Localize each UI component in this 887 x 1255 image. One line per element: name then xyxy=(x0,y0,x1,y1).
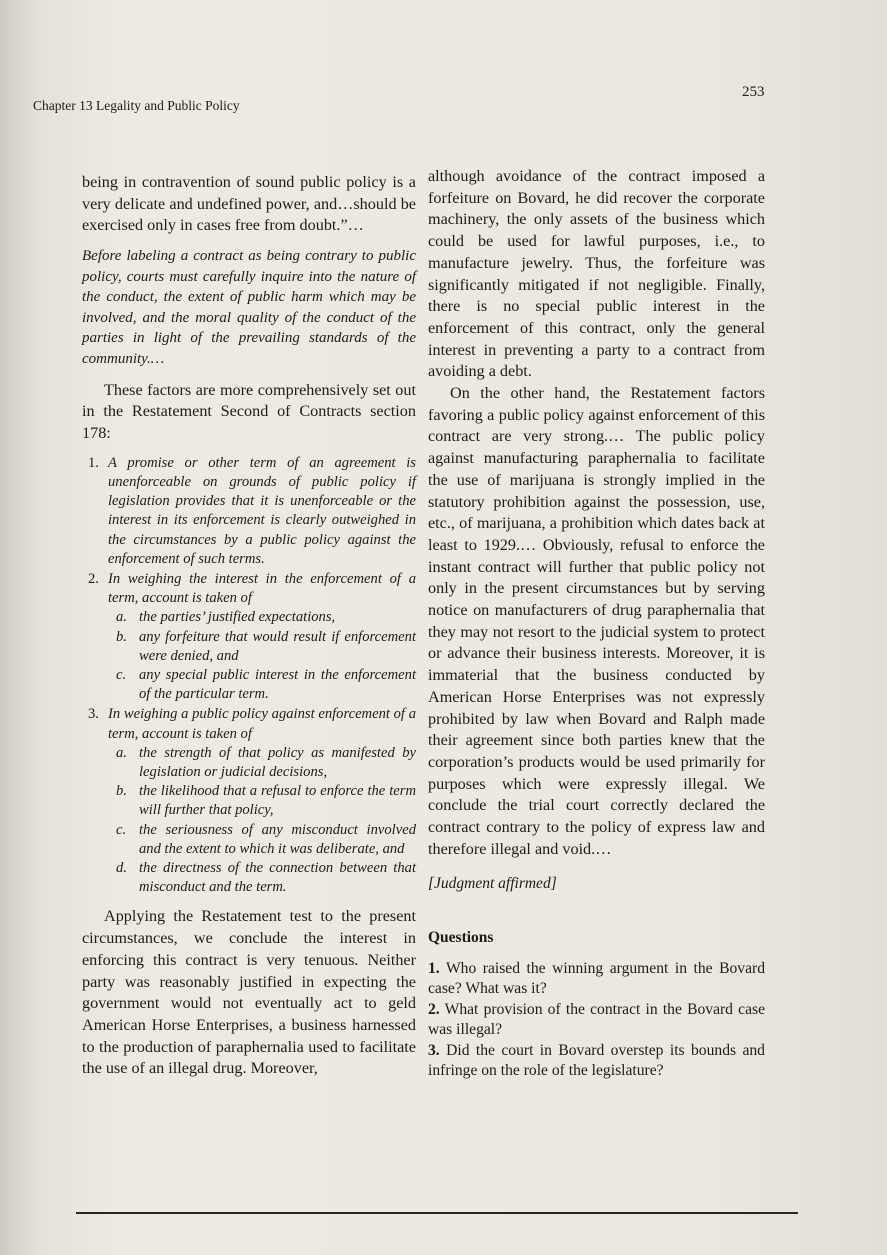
question-number: 1. xyxy=(428,959,440,977)
left-column xyxy=(82,172,416,1080)
rule-text: In weighing a public policy against enforcement of a term, account is taken of xyxy=(108,706,416,742)
question-item xyxy=(428,1000,765,1041)
question-item xyxy=(428,1041,765,1082)
sub-text: any forfeiture that would result if enforcement were denied, and xyxy=(139,628,416,664)
sub-text: the strength of that policy as manifested by legislation or judicial decisions, xyxy=(139,744,416,781)
restatement-rules-list xyxy=(82,454,416,898)
rule-number: 3. xyxy=(88,706,99,723)
rule-2-sublist xyxy=(108,608,416,704)
other-hand-paragraph: On the other hand, the Restatement factors favoring a public policy against enforcement of this contract are very strong.… The public policy against manufacturing paraphernalia to facilitate the use of marijuana is strongly implied in the statutory prohibition against the possession, use, etc., of marijuana, a prohibition which dates back at least to 1929.… Obviously, refusal to enforce the instant contract will further that public policy not only in the present circumstances but by serving notice on manufacturers of drug paraphernalia that they may not resort to the judicial system to protect or advance their business interests. Moreover, it is immaterial that the business conducted by American Horse Enterprises was not expressly prohibited by law when Bovard and Ralph made their agreement since both parties knew that the corporation’s products would be used primarily for purposes which were expressly illegal. We conclude the trial court correctly declared the contract contrary to the policy of express law and therefore illegal and void.… xyxy=(428,384,765,858)
question-number: 2. xyxy=(428,1000,440,1018)
sub-text: the likelihood that a refusal to enforce the term will further that policy, xyxy=(139,783,416,819)
question-number: 3. xyxy=(428,1041,440,1059)
sub-item xyxy=(108,608,416,627)
sub-letter: c. xyxy=(116,667,127,684)
continuation-paragraph: although avoidance of the contract imposed a forfeiture on Bovard, he did recover the corporate machinery, the only assets of the business which could be used for lawful purposes, i.e., to manufacture jewelry. Thus, the forfeiture was significantly mitigated if not negligible. Finally, there is no special public interest in the enforcement of this contract, only the general interest in preventing a party to a contract from avoiding a debt. xyxy=(428,167,765,381)
sub-text: the parties’ justified expectations, xyxy=(139,609,336,626)
factors-intro-paragraph: These factors are more comprehensively set out in the Restatement Second of Contracts section 178: xyxy=(82,380,416,443)
block-quote: Before labeling a contract as being contrary to public policy, courts must carefully inquire into the nature of the conduct, the extent of public harm which may be involved, and the moral quality of the conduct of the parties in light of the prevailing standards of the community.… xyxy=(82,248,416,368)
chapter-header: Chapter 13 Legality and Public Policy xyxy=(33,98,240,113)
sub-item xyxy=(108,628,416,666)
question-item xyxy=(428,959,765,1000)
question-text: Did the court in Bovard overstep its bounds and infringe on the role of the legislature? xyxy=(428,1041,765,1080)
sub-letter: c. xyxy=(116,821,127,838)
rule-2 xyxy=(82,570,416,704)
rule-text: In weighing the interest in the enforcement of a term, account is taken of xyxy=(108,571,416,607)
right-column xyxy=(428,166,765,1082)
sub-letter: a. xyxy=(116,609,127,626)
sub-letter: d. xyxy=(116,860,127,877)
sub-text: the seriousness of any misconduct involved and the extent to which it was deliberate, and xyxy=(139,821,416,857)
rule-text: A promise or other term of an agreement is unenforceable on grounds of public policy if legislation provides that it is unenforceable or the interest in its enforcement is clearly outweighed in the circumstances by a public policy against the enforcement of such terms. xyxy=(108,454,416,567)
sub-item xyxy=(108,859,416,897)
question-text: What provision of the contract in the Bovard case was illegal? xyxy=(428,1000,765,1039)
rule-1 xyxy=(82,454,416,569)
sub-item xyxy=(108,782,416,820)
page-number: 253 xyxy=(742,84,765,100)
rule-3-sublist xyxy=(108,744,416,898)
question-text: Who raised the winning argument in the Bovard case? What was it? xyxy=(428,959,765,998)
sub-text: the directness of the connection between that misconduct and the term. xyxy=(139,860,416,896)
sub-item xyxy=(108,821,416,859)
footer-rule xyxy=(76,1212,798,1214)
sub-item xyxy=(108,744,416,782)
sub-text: any special public interest in the enforcement of the particular term. xyxy=(139,667,416,703)
sub-letter: b. xyxy=(116,628,127,645)
opening-paragraph: being in contravention of sound public policy is a very delicate and undefined power, and…should be exercised only in cases free from doubt.”… xyxy=(82,173,416,235)
applying-paragraph: Applying the Restatement test to the present circumstances, we conclude the interest in enforcing this contract is very tenuous. Neither party was reasonably justified in expecting the government would not eventually act to geld American Horse Enterprises, a business harnessed to the production of paraphernalia used to facilitate the use of an illegal drug. Moreover, xyxy=(82,907,416,1078)
judgment-line: [Judgment affirmed] xyxy=(428,874,557,892)
rule-number: 1. xyxy=(88,454,99,471)
rule-3 xyxy=(82,705,416,897)
sub-letter: b. xyxy=(116,783,127,800)
sub-item xyxy=(108,666,416,704)
rule-number: 2. xyxy=(88,571,99,587)
questions-heading: Questions xyxy=(428,928,494,946)
questions-list xyxy=(428,959,765,1083)
sub-letter: a. xyxy=(116,744,127,761)
